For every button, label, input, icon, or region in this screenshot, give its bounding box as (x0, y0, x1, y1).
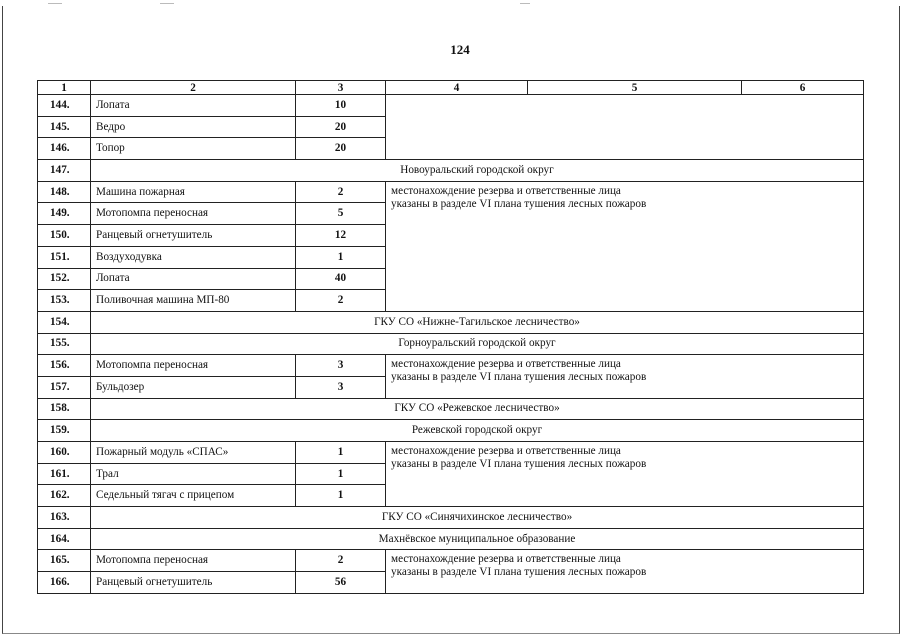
note-line: указаны в разделе VI плана тушения лесных пожаров (391, 566, 647, 579)
reserve-note (386, 355, 864, 398)
note-line: местонахождение резерва и ответственные лица (391, 184, 621, 197)
row-number: 163. (38, 507, 91, 529)
item-quantity: 2 (296, 181, 386, 203)
header-cell: 2 (91, 81, 296, 95)
row-number: 147. (38, 160, 91, 182)
table-row (38, 181, 864, 203)
row-number: 165. (38, 550, 91, 572)
scan-mark (520, 3, 530, 4)
item-quantity: 2 (296, 550, 386, 572)
equipment-table (37, 80, 864, 594)
item-name: Лопата (91, 268, 296, 290)
row-number: 164. (38, 528, 91, 550)
item-quantity: 3 (296, 376, 386, 398)
note-line: местонахождение резерва и ответственные лица (391, 358, 621, 371)
section-title: Махнёвское муниципальное образование (91, 528, 864, 550)
header-cell: 3 (296, 81, 386, 95)
header-cell: 5 (528, 81, 742, 95)
item-name: Ведро (91, 116, 296, 138)
row-number: 148. (38, 181, 91, 203)
reserve-note (386, 442, 864, 507)
item-quantity: 3 (296, 355, 386, 377)
item-name: Ранцевый огнетушитель (91, 572, 296, 594)
header-cell: 6 (742, 81, 864, 95)
section-title: ГКУ СО «Нижне-Тагильское лесничество» (91, 311, 864, 333)
item-quantity: 20 (296, 138, 386, 160)
item-quantity: 1 (296, 485, 386, 507)
item-name: Трал (91, 463, 296, 485)
item-quantity: 2 (296, 290, 386, 312)
section-row (38, 160, 864, 182)
item-quantity: 1 (296, 442, 386, 464)
row-number: 145. (38, 116, 91, 138)
item-quantity: 12 (296, 225, 386, 247)
item-quantity: 40 (296, 268, 386, 290)
item-name: Пожарный модуль «СПАС» (91, 442, 296, 464)
section-title: Режевской городской округ (91, 420, 864, 442)
section-row (38, 420, 864, 442)
header-cell: 4 (386, 81, 528, 95)
row-number: 144. (38, 95, 91, 117)
item-name: Воздуходувка (91, 246, 296, 268)
item-quantity: 56 (296, 572, 386, 594)
item-quantity: 1 (296, 246, 386, 268)
table-row (38, 355, 864, 377)
reserve-note (386, 181, 864, 311)
header-cell: 1 (38, 81, 91, 95)
item-name: Седельный тягач с прицепом (91, 485, 296, 507)
section-row (38, 528, 864, 550)
note-line: местонахождение резерва и ответственные лица (391, 553, 621, 566)
row-number: 146. (38, 138, 91, 160)
row-number: 156. (38, 355, 91, 377)
note-line: указаны в разделе VI плана тушения лесных пожаров (391, 371, 647, 384)
empty-note-cell (386, 95, 864, 160)
section-row (38, 311, 864, 333)
item-name: Ранцевый огнетушитель (91, 225, 296, 247)
page-number: 124 (450, 42, 470, 57)
section-title: ГКУ СО «Синячихинское лесничество» (91, 507, 864, 529)
scan-mark (160, 3, 174, 4)
row-number: 149. (38, 203, 91, 225)
table-row (38, 442, 864, 464)
section-row (38, 507, 864, 529)
section-row (38, 333, 864, 355)
note-line: местонахождение резерва и ответственные лица (391, 445, 621, 457)
item-name: Мотопомпа переносная (91, 203, 296, 225)
row-number: 159. (38, 420, 91, 442)
row-number: 166. (38, 572, 91, 594)
row-number: 161. (38, 463, 91, 485)
header-row (38, 81, 864, 95)
item-quantity: 5 (296, 203, 386, 225)
scan-mark (48, 3, 62, 4)
row-number: 162. (38, 485, 91, 507)
row-number: 151. (38, 246, 91, 268)
table-row (38, 550, 864, 572)
row-number: 153. (38, 290, 91, 312)
item-name: Машина пожарная (91, 181, 296, 203)
item-quantity: 10 (296, 95, 386, 117)
item-name: Мотопомпа переносная (91, 355, 296, 377)
item-name: Топор (91, 138, 296, 160)
row-number: 160. (38, 442, 91, 464)
row-number: 155. (38, 333, 91, 355)
reserve-note (386, 550, 864, 593)
section-title: Новоуральский городской округ (91, 160, 864, 182)
table-row (38, 95, 864, 117)
note-line: указаны в разделе VI плана тушения лесных пожаров (391, 197, 647, 210)
row-number: 154. (38, 311, 91, 333)
item-quantity: 1 (296, 463, 386, 485)
item-name: Лопата (91, 95, 296, 117)
section-row (38, 398, 864, 420)
row-number: 150. (38, 225, 91, 247)
item-name: Мотопомпа переносная (91, 550, 296, 572)
item-name: Поливочная машина МП-80 (91, 290, 296, 312)
note-line: указаны в разделе VI плана тушения лесных пожаров (391, 458, 647, 470)
item-name: Бульдозер (91, 376, 296, 398)
row-number: 157. (38, 376, 91, 398)
row-number: 152. (38, 268, 91, 290)
section-title: Горноуральский городской округ (91, 333, 864, 355)
row-number: 158. (38, 398, 91, 420)
section-title: ГКУ СО «Режевское лесничество» (91, 398, 864, 420)
item-quantity: 20 (296, 116, 386, 138)
